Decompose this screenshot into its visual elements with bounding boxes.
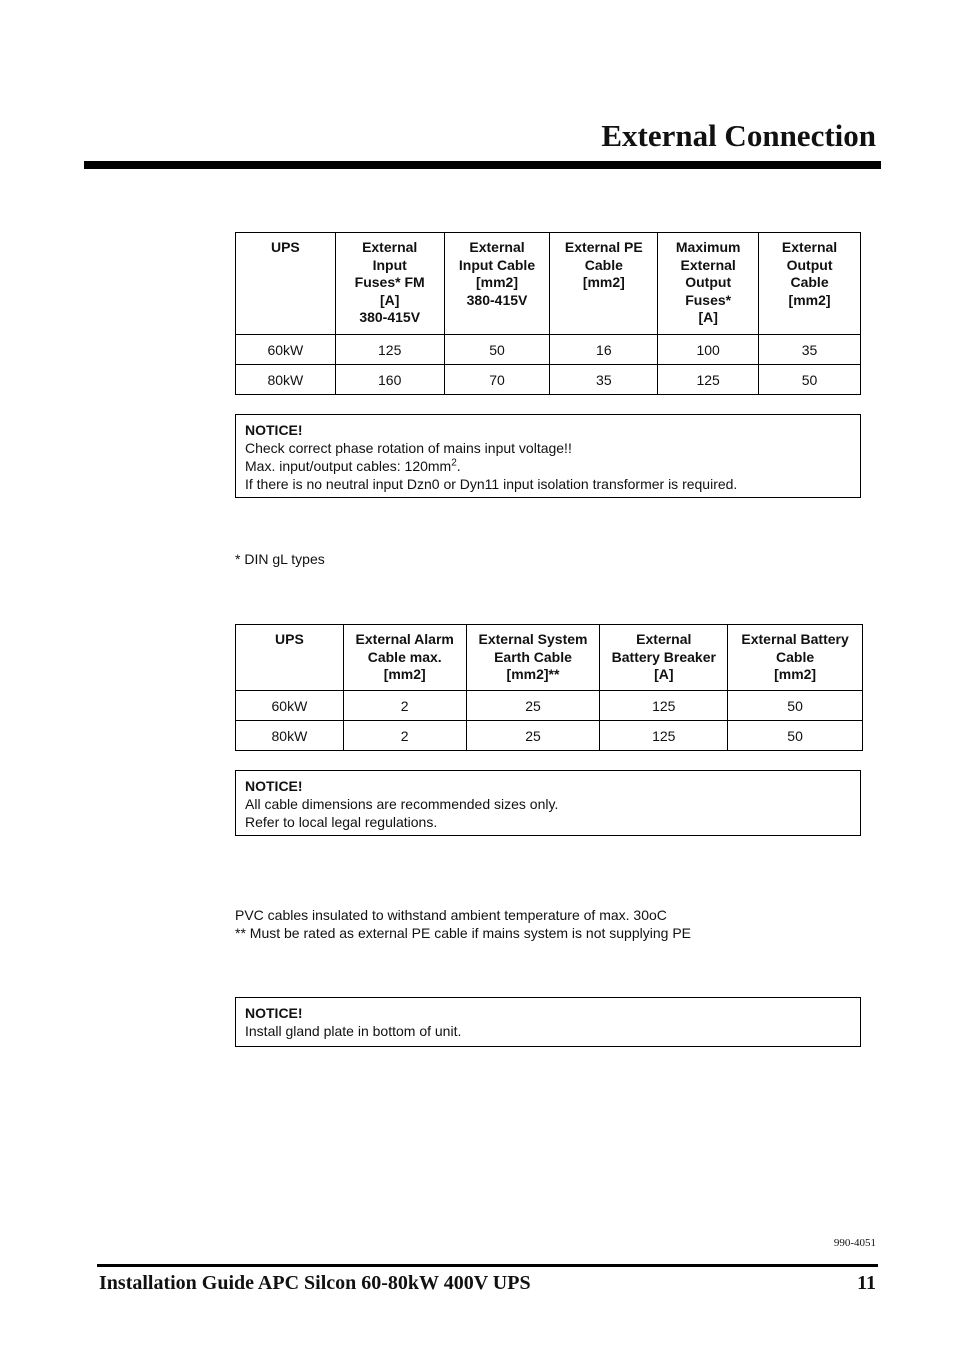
- table-cell: 16: [550, 335, 658, 365]
- column-header: External Input Fuses* FM [A] 380-415V: [335, 233, 444, 335]
- title-rule: [84, 161, 881, 169]
- table-cell: 125: [658, 365, 759, 395]
- table-header-row: [236, 233, 861, 335]
- notice-line: If there is no neutral input Dzn0 or Dyn11 input isolation transformer is required.: [245, 476, 738, 492]
- column-header: External PE Cable [mm2]: [550, 233, 658, 335]
- table-cell: 80kW: [236, 365, 336, 395]
- table-cell: 50: [728, 691, 863, 721]
- table-cell: 50: [728, 721, 863, 751]
- table-cell: 35: [550, 365, 658, 395]
- note-line: PVC cables insulated to withstand ambient temperature of max. 30oC: [235, 907, 667, 923]
- document-number: 990-4051: [833, 1237, 876, 1249]
- notice-box: [235, 770, 861, 836]
- table-cell: 70: [444, 365, 550, 395]
- table-cell: 125: [600, 721, 728, 751]
- table-row: [236, 335, 861, 365]
- superscript: 2: [451, 457, 457, 469]
- notice-line: Install gland plate in bottom of unit.: [245, 1023, 462, 1039]
- notice-line: [245, 457, 851, 475]
- notice-text: Max. input/output cables: 120mm: [245, 458, 452, 474]
- column-header: External Alarm Cable max. [mm2]: [343, 625, 466, 691]
- table-cell: 50: [444, 335, 550, 365]
- column-header: External System Earth Cable [mm2]**: [466, 625, 600, 691]
- footer-rule: [97, 1264, 878, 1267]
- column-header: Maximum External Output Fuses* [A]: [658, 233, 759, 335]
- table-header-row: [236, 625, 863, 691]
- column-header: UPS: [236, 233, 336, 335]
- notice-line: Check correct phase rotation of mains input voltage!!: [245, 440, 572, 456]
- column-header: External Input Cable [mm2] 380-415V: [444, 233, 550, 335]
- notice-line: Refer to local legal regulations.: [245, 814, 438, 830]
- column-header: External Output Cable [mm2]: [759, 233, 861, 335]
- table-cell: 2: [343, 721, 466, 751]
- column-header: External Battery Breaker [A]: [600, 625, 728, 691]
- notice-line: All cable dimensions are recommended sizes only.: [245, 796, 559, 812]
- table-row: [236, 365, 861, 395]
- table-cell: 160: [335, 365, 444, 395]
- cable-note: [235, 906, 691, 942]
- table-cell: 2: [343, 691, 466, 721]
- alarm-earth-battery-table: [235, 624, 863, 751]
- notice-title: NOTICE!: [245, 1005, 303, 1021]
- table-cell: 125: [335, 335, 444, 365]
- table-cell: 60kW: [236, 691, 344, 721]
- table-cell: 50: [759, 365, 861, 395]
- table-cell: 80kW: [236, 721, 344, 751]
- notice-title: NOTICE!: [245, 778, 303, 794]
- page-number: 11: [857, 1272, 876, 1294]
- notice-box: [235, 414, 861, 498]
- table-cell: 35: [759, 335, 861, 365]
- table-row: [236, 721, 863, 751]
- notice-text: .: [456, 458, 461, 474]
- table-cell: 25: [466, 691, 600, 721]
- table-cell: 25: [466, 721, 600, 751]
- footnote: * DIN gL types: [235, 551, 325, 567]
- notice-title: NOTICE!: [245, 422, 303, 438]
- column-header: UPS: [236, 625, 344, 691]
- table-cell: 125: [600, 691, 728, 721]
- page-title: External Connection: [601, 118, 876, 153]
- note-line: ** Must be rated as external PE cable if mains system is not supplying PE: [235, 925, 691, 941]
- fuse-cable-table: [235, 232, 861, 395]
- column-header: External Battery Cable [mm2]: [728, 625, 863, 691]
- notice-box: [235, 997, 861, 1047]
- table-cell: 100: [658, 335, 759, 365]
- table-cell: 60kW: [236, 335, 336, 365]
- footer-title: Installation Guide APC Silcon 60-80kW 400V UPS: [99, 1272, 531, 1294]
- table-row: [236, 691, 863, 721]
